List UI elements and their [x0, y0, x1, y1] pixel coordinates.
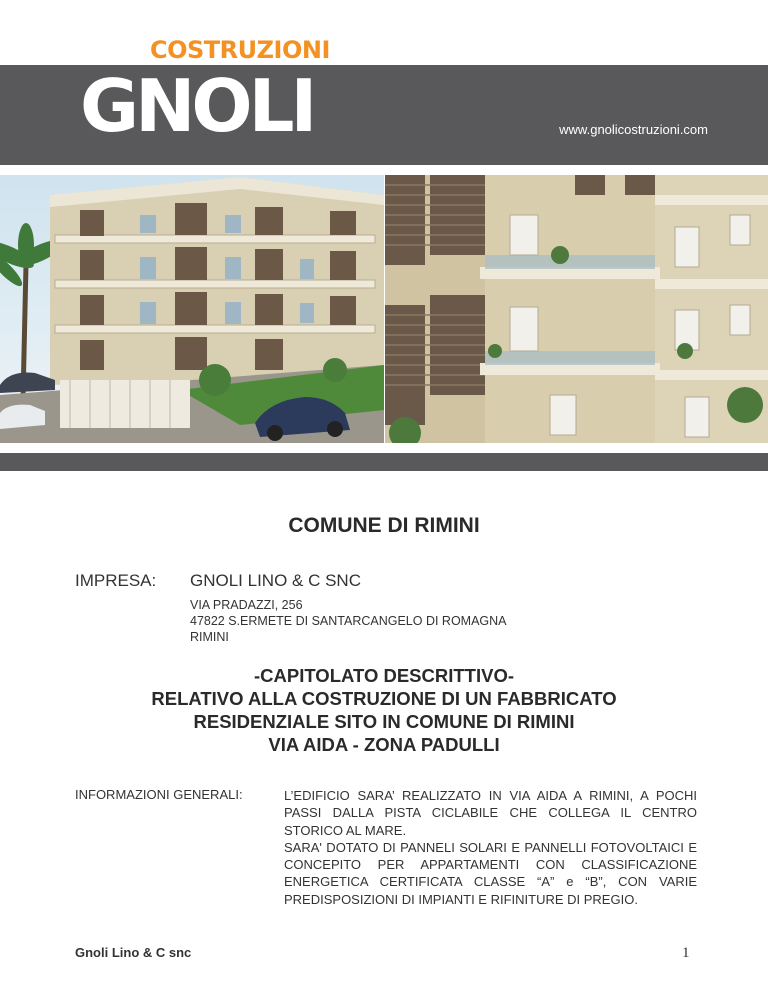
- company-name: GNOLI LINO & C SNC: [190, 571, 361, 590]
- building-render-right: [385, 175, 768, 443]
- municipality-heading: COMUNE DI RIMINI: [288, 514, 480, 537]
- header-bottom-bar: [0, 453, 768, 471]
- title-line-3: RESIDENZIALE SITO IN COMUNE DI RIMINI: [193, 711, 575, 732]
- info-paragraph-2: SARA' DOTATO DI PANNELI SOLARI E PANNELLI FOTOVOLTAICI E CONCEPITO PER APPARTAMENTI CON CLASSIFICAZIONE ENERGETICA CERTIFICATA CLASSE “A” e “B”, CON VARIE PREDISPOSIZIONI DI IMPIANTI E RIFINITURE DI PREGIO.: [284, 839, 697, 907]
- address-street: VIA PRADAZZI, 256: [190, 598, 303, 612]
- title-line-4: VIA AIDA - ZONA PADULLI: [268, 734, 500, 755]
- brand-logo: GNOLI: [80, 64, 314, 148]
- company-label: IMPRESA:: [75, 571, 157, 590]
- brand-top-text: COSTRUZIONI: [150, 36, 330, 64]
- page-number: 1: [682, 945, 690, 961]
- info-label: INFORMAZIONI GENERALI:: [75, 787, 243, 802]
- info-paragraph-1: L’EDIFICIO SARA’ REALIZZATO IN VIA AIDA A RIMINI, A POCHI PASSI DALLA PISTA CICLABILE CHE COLLEGA IL CENTRO STORICO AL MARE.: [284, 788, 697, 838]
- title-line-2: RELATIVO ALLA COSTRUZIONE DI UN FABBRICATO: [151, 688, 617, 709]
- document-title: [0, 664, 768, 756]
- address-city: 47822 S.ERMETE DI SANTARCANGELO DI ROMAGNA: [190, 614, 507, 628]
- info-text: [284, 787, 697, 908]
- building-render-left: [0, 175, 384, 443]
- footer-company: Gnoli Lino & C snc: [75, 945, 192, 960]
- website-link[interactable]: www.gnolicostruzioni.com: [559, 122, 708, 137]
- address-province: RIMINI: [190, 630, 229, 644]
- title-line-1: -CAPITOLATO DESCRITTIVO-: [253, 665, 515, 686]
